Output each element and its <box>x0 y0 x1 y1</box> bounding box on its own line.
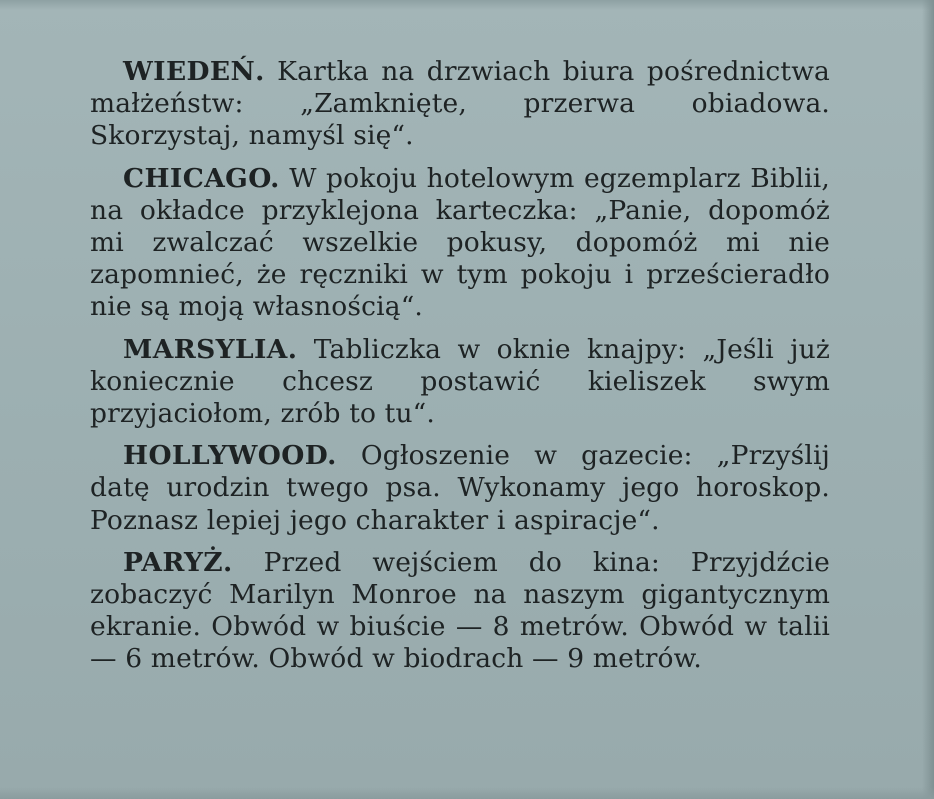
city-heading: WIEDEŃ. <box>123 56 265 87</box>
entry-chicago <box>90 163 830 324</box>
city-heading: MARSYLIA. <box>123 333 298 365</box>
city-heading: HOLLYWOOD. <box>123 440 337 472</box>
entry-hollywood <box>90 440 830 537</box>
entry-paryz <box>90 547 830 676</box>
city-heading: PARYŻ. <box>123 546 233 578</box>
entry-text: Tabliczka w oknie knajpy: „Jeśli już koniecznie chcesz postawić kieliszek swym przyjaciołom, zrób to tu“. <box>90 333 830 430</box>
article-body <box>90 56 830 686</box>
paper-edge-bottom <box>0 787 934 799</box>
entry-text: W pokoju hotelowym egzemplarz Biblii, na okładce przyklejona karteczka: „Panie, dopomóż mi zwalczać wszelkie pokusy, dopomóż mi nie zapomnieć, że ręczniki w tym pokoju i prześcieradło nie są moją własnością“. <box>90 162 831 323</box>
entry-marsylia <box>90 334 830 431</box>
entry-wieden <box>90 56 830 153</box>
paper-edge-right <box>922 0 934 799</box>
entry-text: Kartka na drzwiach biura pośrednictwa małżeństw: „Zamknięte, przerwa obiadowa. Skorzystaj, namyśl się“. <box>90 56 830 152</box>
entry-text: Przed wejściem do kina: Przyjdźcie zobaczyć Marilyn Monroe na naszym gigantycznym ekranie. Obwód w biuście — 8 metrów. Obwód w talii — 6 metrów. Obwód w biodrach — 9 metrów. <box>90 546 830 675</box>
paper-edge-top <box>0 0 934 10</box>
city-heading: CHICAGO. <box>123 162 280 194</box>
entry-text: Ogłoszenie w gazecie: „Przyślij datę urodzin twego psa. Wykonamy jego horoskop. Poznasz lepiej jego charakter i aspiracje“. <box>90 440 830 536</box>
